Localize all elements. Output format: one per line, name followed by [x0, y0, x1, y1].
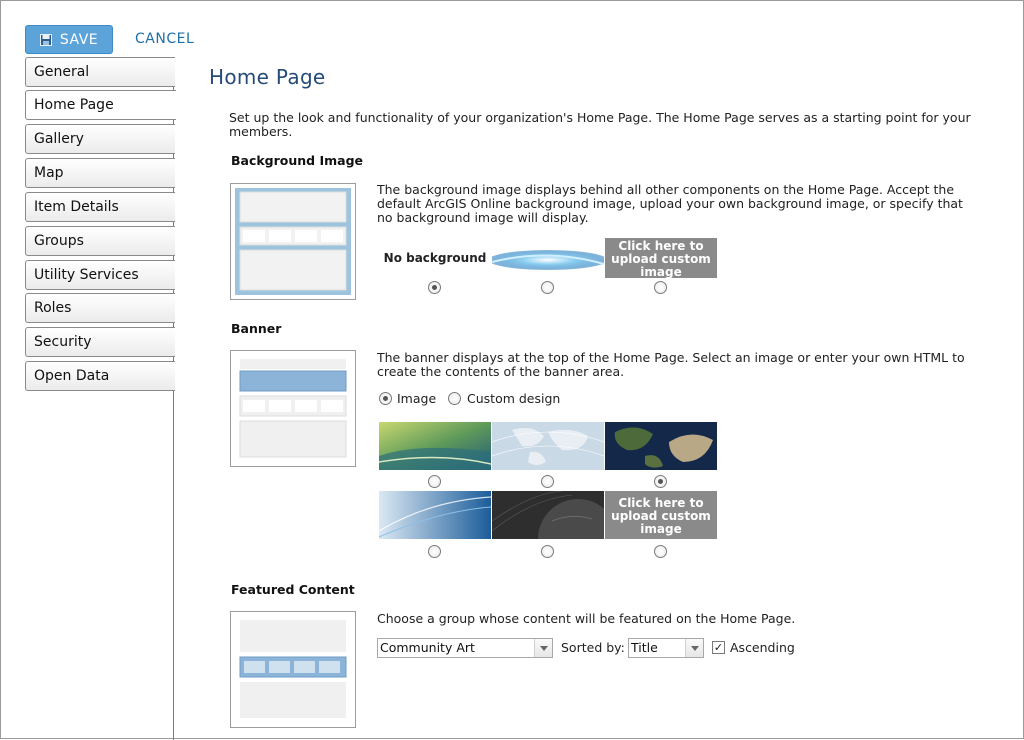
banner-tile-5-radio[interactable]: [541, 545, 554, 558]
ascending-label: Ascending: [730, 640, 795, 655]
banner-tile-upload-radio[interactable]: [654, 545, 667, 558]
default-background-radio[interactable]: [541, 281, 554, 294]
no-background-option[interactable]: No background: [383, 251, 487, 265]
banner-custom-design-label: Custom design: [467, 391, 561, 406]
sidebar-item-groups[interactable]: Groups: [25, 226, 175, 256]
banner-tile-dark-globe[interactable]: [492, 491, 604, 539]
save-button-label: SAVE: [59, 31, 99, 48]
banner-tile-3-radio[interactable]: [654, 475, 667, 488]
background-layout-thumbnail: [230, 183, 356, 300]
intro-text: Set up the look and functionality of your organization's Home Page. The Home Page serves as a starting point for your members.: [229, 110, 971, 139]
ascending-checkbox[interactable]: ✓: [713, 641, 724, 654]
banner-tile-blue-waves[interactable]: [379, 491, 491, 539]
featured-section-title: Featured Content: [231, 582, 355, 597]
banner-tile-light-map[interactable]: [492, 422, 604, 470]
featured-group-value: Community Art: [380, 640, 475, 655]
banner-tile-satellite[interactable]: [605, 422, 717, 470]
chevron-down-icon: [685, 639, 703, 657]
upload-background-tile[interactable]: Click here to upload custom image: [605, 238, 717, 278]
cancel-button[interactable]: CANCEL: [135, 31, 195, 47]
banner-custom-design-radio[interactable]: [448, 392, 461, 405]
sidebar-item-security[interactable]: Security: [25, 327, 175, 357]
sidebar-item-utility-services[interactable]: Utility Services: [25, 260, 175, 290]
banner-section-title: Banner: [231, 321, 282, 336]
featured-group-select[interactable]: [377, 638, 553, 658]
sidebar-item-roles[interactable]: Roles: [25, 293, 175, 323]
sidebar-item-gallery[interactable]: Gallery: [25, 124, 175, 154]
default-background-tile[interactable]: [492, 238, 604, 278]
banner-image-label: Image: [397, 391, 437, 406]
sorted-by-label: Sorted by:: [561, 640, 625, 655]
sort-field-value: Title: [631, 640, 658, 655]
upload-banner-tile[interactable]: Click here to upload custom image: [605, 491, 717, 539]
sidebar-item-map[interactable]: Map: [25, 158, 175, 188]
save-icon: [40, 34, 52, 46]
banner-tile-4-radio[interactable]: [428, 545, 441, 558]
banner-layout-thumbnail: [230, 350, 356, 467]
banner-tile-2-radio[interactable]: [541, 475, 554, 488]
save-button[interactable]: [25, 25, 113, 54]
featured-description: Choose a group whose content will be featured on the Home Page.: [377, 611, 796, 626]
no-background-radio[interactable]: [428, 281, 441, 294]
banner-tile-green[interactable]: [379, 422, 491, 470]
banner-description: The banner displays at the top of the Home Page. Select an image or enter your own HTML to create the contents of the banner area.: [377, 350, 965, 379]
upload-background-radio[interactable]: [654, 281, 667, 294]
sidebar-item-home-page[interactable]: Home Page: [25, 90, 176, 120]
sidebar-item-general[interactable]: General: [25, 57, 175, 87]
background-section-title: Background Image: [231, 153, 364, 168]
background-description: The background image displays behind all other components on the Home Page. Accept the default ArcGIS Online background image, upload your own background image, or specify that no background image will display.: [377, 182, 963, 225]
featured-layout-thumbnail: [230, 611, 356, 728]
sidebar-item-item-details[interactable]: Item Details: [25, 192, 175, 222]
sidebar-item-open-data[interactable]: Open Data: [25, 361, 175, 391]
banner-tile-1-radio[interactable]: [428, 475, 441, 488]
page-title: Home Page: [209, 65, 326, 89]
chevron-down-icon: [534, 639, 552, 657]
banner-image-radio[interactable]: [379, 392, 392, 405]
sort-field-select[interactable]: [628, 638, 704, 658]
